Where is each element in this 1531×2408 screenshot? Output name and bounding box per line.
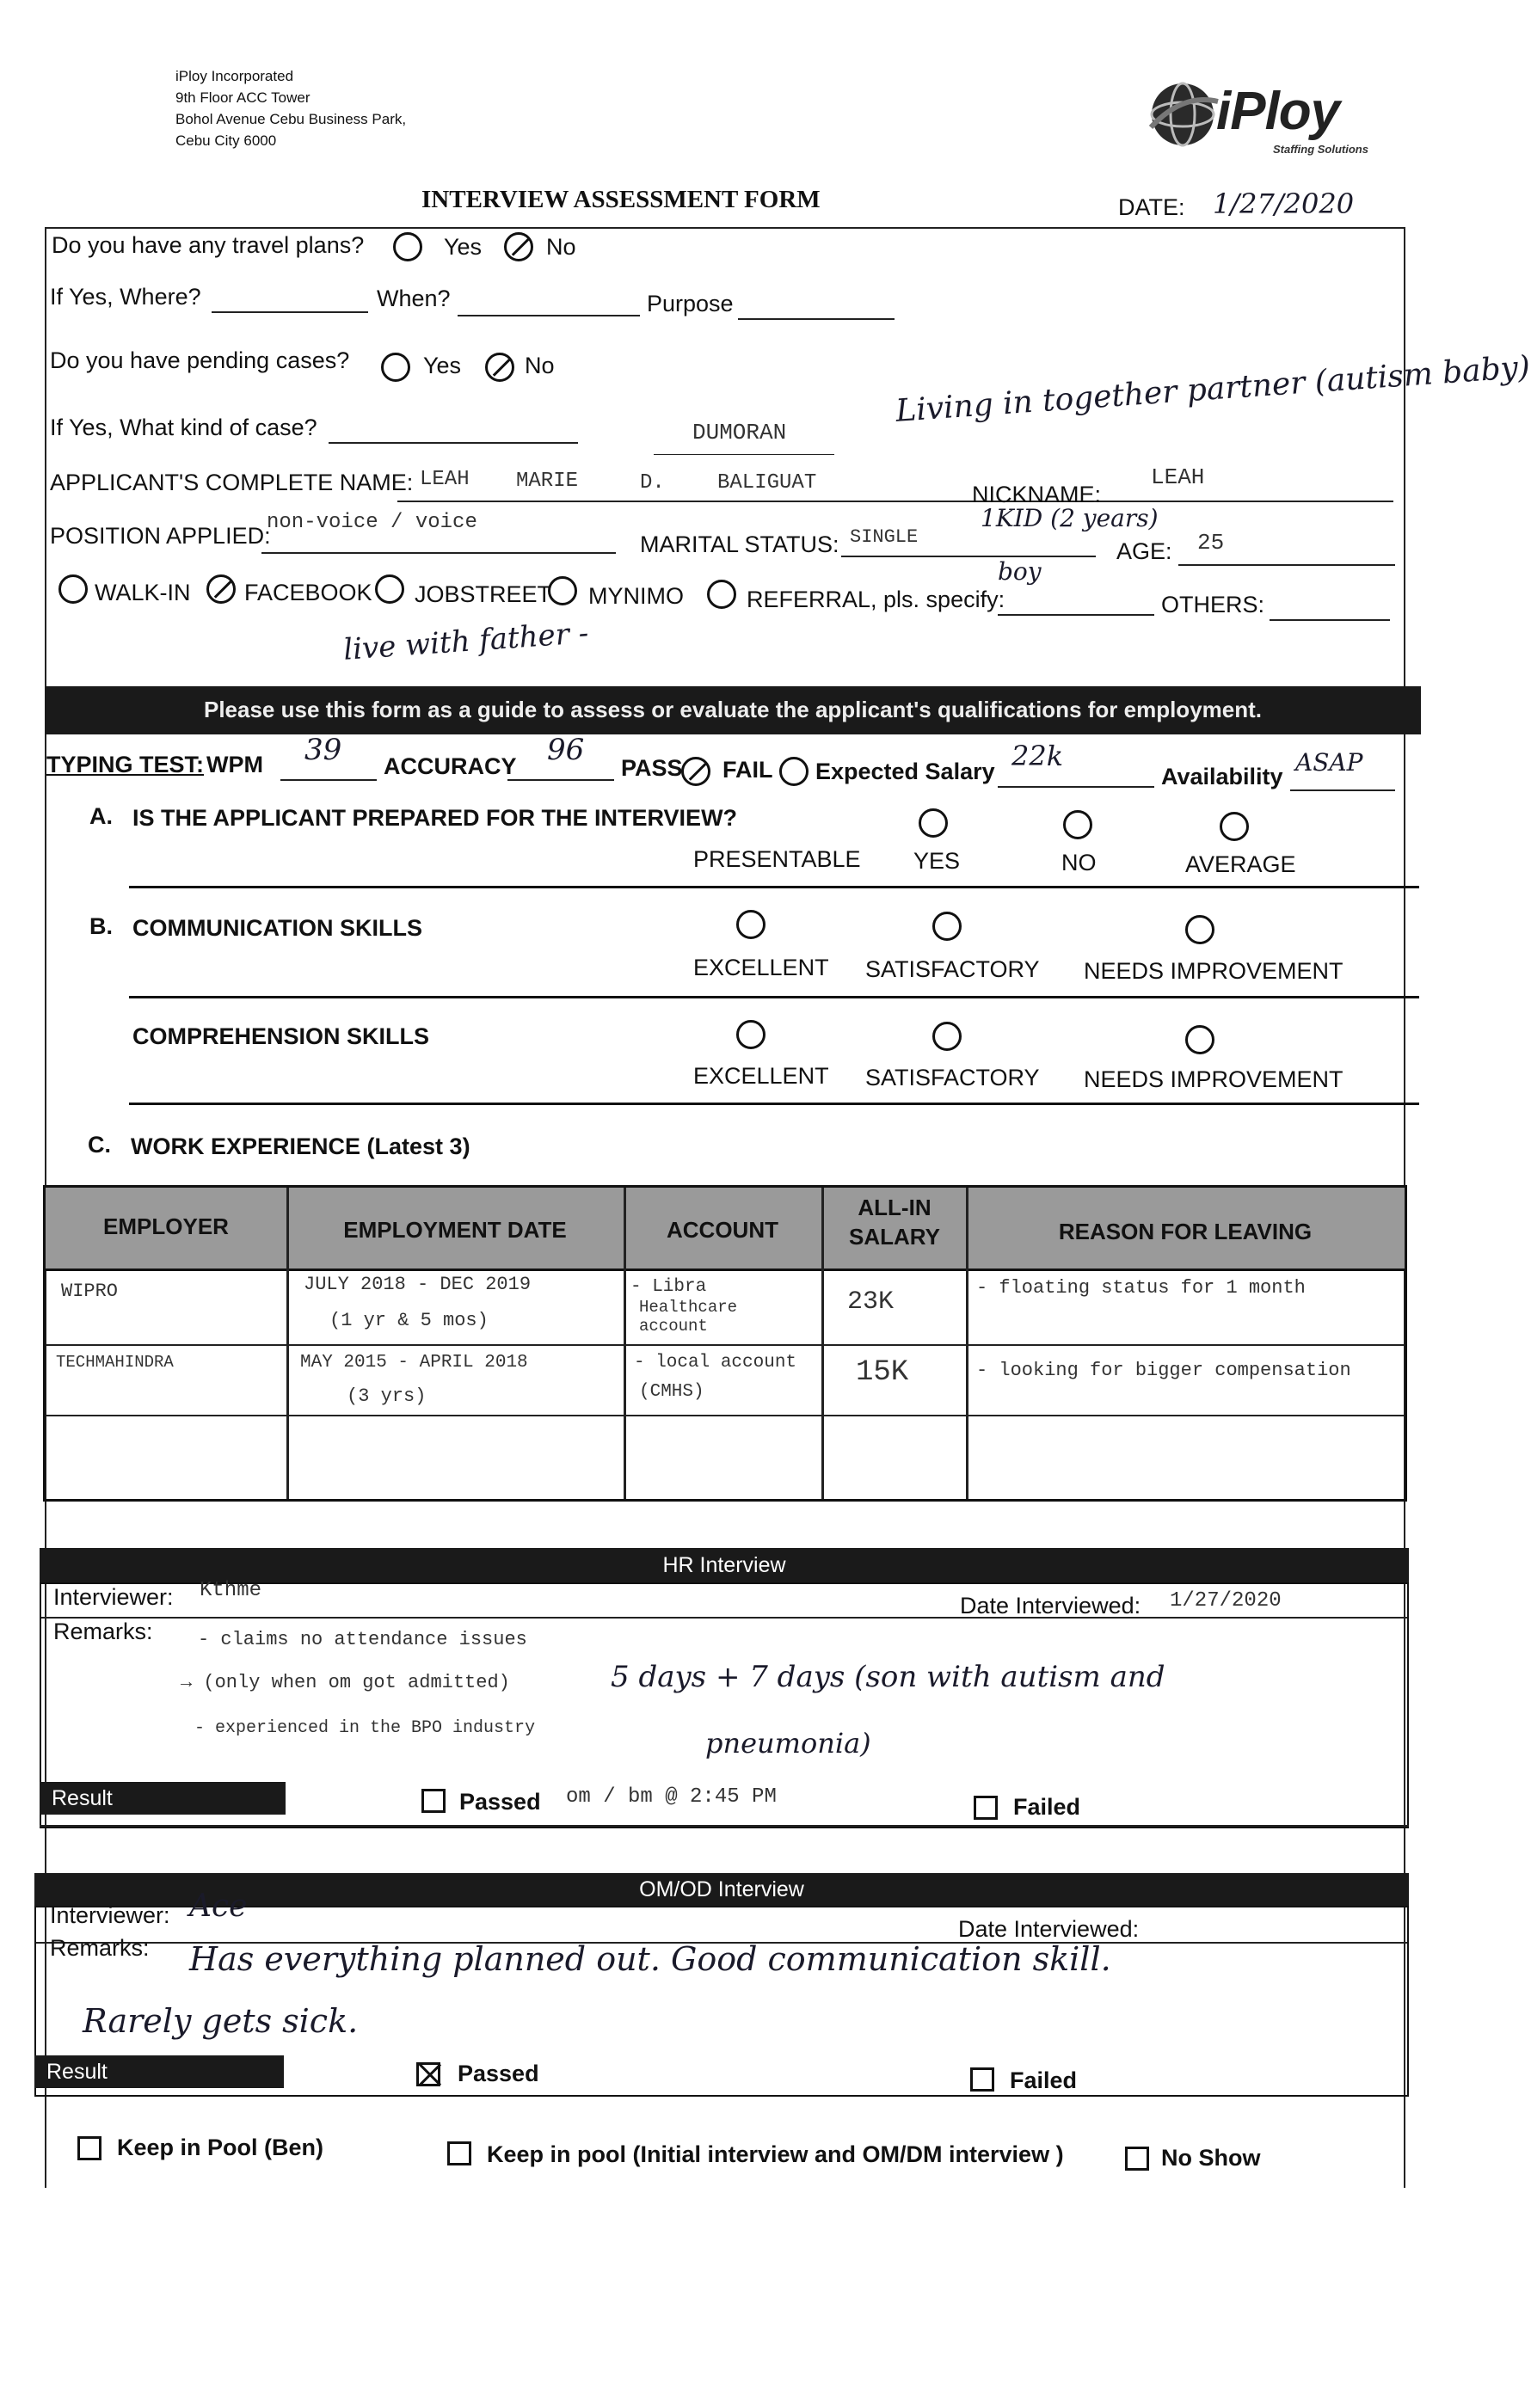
row1-account-2: Healthcare account [639, 1298, 738, 1336]
hr-interview-title: HR Interview [662, 1553, 786, 1577]
row-divider-1 [46, 1344, 1405, 1346]
compr-excellent-radio[interactable] [736, 1020, 766, 1049]
keep-in-pool-initial-checkbox[interactable] [447, 2141, 471, 2165]
source-jobstreet-radio[interactable] [375, 574, 404, 604]
hr-interviewer-divider [41, 1617, 1407, 1619]
marital-label: MARITAL STATUS: [640, 531, 839, 557]
hr-result-label: Result [52, 1786, 113, 1810]
section-a-letter: A. [89, 803, 113, 829]
source-mynimo-radio[interactable] [548, 576, 577, 605]
hr-interviewer-value: Kthme [200, 1579, 262, 1602]
hr-passed-checkbox[interactable] [421, 1789, 446, 1813]
om-remarks-label: Remarks: [50, 1935, 150, 1961]
row1-reason: - floating status for 1 month [976, 1277, 1306, 1299]
frame-top [45, 227, 1404, 229]
fail-radio[interactable] [779, 757, 809, 786]
hr-passed-label: Passed [459, 1789, 541, 1815]
section-a-yes-radio[interactable] [919, 808, 948, 838]
no-show-label: No Show [1161, 2145, 1261, 2171]
travel-where-line[interactable] [212, 311, 368, 313]
hr-result-label-box [40, 1782, 286, 1815]
company-name: iPloy Incorporated [175, 68, 294, 84]
header-account: ACCOUNT [667, 1217, 778, 1243]
applicant-middle-name: MARIE [516, 470, 579, 493]
cases-kind-line[interactable] [329, 442, 578, 444]
position-value: non-voice / voice [267, 511, 477, 534]
source-hand-note: live with father - [342, 616, 590, 667]
om-remark-2: Rarely gets sick. [83, 2002, 359, 2040]
logo-subtext: Staffing Solutions [1273, 143, 1368, 156]
applicant-first-name: LEAH [420, 468, 470, 491]
expected-salary-value: 22k [1011, 740, 1064, 772]
comm-option-needs-improvement: NEEDS IMPROVEMENT [1084, 958, 1343, 984]
cases-no-radio[interactable] [485, 353, 514, 382]
comm-option-satisfactory: SATISFACTORY [865, 956, 1040, 982]
compr-option-excellent: EXCELLENT [693, 1063, 829, 1089]
hr-remarks-label: Remarks: [53, 1619, 153, 1644]
work-experience-table [43, 1185, 1407, 1502]
om-interviewer-label: Interviewer: [50, 1902, 170, 1928]
applicant-middle-initial: D. [640, 471, 665, 494]
accuracy-line[interactable] [507, 779, 614, 781]
comprehension-title: COMPREHENSION SKILLS [132, 1023, 430, 1049]
source-others-line[interactable] [1270, 619, 1390, 621]
om-interviewer-value: Ace [189, 1889, 248, 1924]
applicant-last-name: BALIGUAT [717, 471, 817, 494]
row1-salary: 23K [847, 1287, 895, 1317]
hr-remark-5: pneumonia) [705, 1727, 871, 1760]
travel-when-line[interactable] [458, 315, 640, 316]
cases-yes-label: Yes [423, 353, 462, 378]
hr-failed-checkbox[interactable] [974, 1796, 998, 1820]
om-result-label-box [34, 2055, 284, 2088]
fail-label: FAIL [722, 757, 773, 783]
hr-remark-1: - claims no attendance issues [198, 1629, 527, 1650]
comm-needs-improvement-radio[interactable] [1185, 915, 1214, 944]
form-title: INTERVIEW ASSESSMENT FORM [421, 186, 821, 213]
cases-no-label: No [525, 353, 555, 378]
travel-purpose-label: Purpose [647, 291, 734, 316]
row2-date: MAY 2015 - APRIL 2018 [300, 1353, 528, 1373]
travel-purpose-line[interactable] [738, 318, 895, 320]
row1-employer: WIPRO [61, 1281, 119, 1302]
availability-label: Availability [1161, 764, 1283, 789]
source-referral-label: REFERRAL, pls. specify: [747, 587, 1005, 612]
om-remark-1: Has everything planned out. Good communication skill. [189, 1940, 1111, 1978]
applicant-name-label: APPLICANT'S COMPLETE NAME: [50, 470, 414, 495]
expected-salary-line[interactable] [998, 786, 1154, 788]
row2-reason: - looking for bigger compensation [976, 1360, 1351, 1381]
section-a-option-no: NO [1061, 850, 1097, 875]
source-walkin-label: WALK-IN [95, 580, 191, 605]
source-referral-line[interactable] [998, 614, 1154, 616]
section-a-option-average: AVERAGE [1185, 851, 1296, 877]
row1-date-2: (1 yr & 5 mos) [329, 1310, 489, 1331]
hr-date-label: Date Interviewed: [960, 1593, 1141, 1619]
hr-interview-header [40, 1548, 1409, 1582]
availability-line[interactable] [1290, 789, 1395, 791]
section-b-underline [129, 996, 1419, 998]
source-others-label: OTHERS: [1161, 592, 1265, 617]
travel-where-label: If Yes, Where? [50, 284, 201, 310]
om-failed-label: Failed [1010, 2067, 1078, 2093]
compr-option-needs-improvement: NEEDS IMPROVEMENT [1084, 1066, 1343, 1092]
row2-account: - local account [634, 1353, 797, 1373]
keep-in-pool-ben-checkbox[interactable] [77, 2136, 101, 2160]
age-line[interactable] [1178, 564, 1395, 566]
wpm-value: 39 [304, 733, 342, 767]
section-b2-underline [129, 1103, 1419, 1105]
section-b-letter: B. [89, 913, 113, 939]
globe-icon [1144, 76, 1221, 153]
section-a-no-radio[interactable] [1063, 810, 1092, 839]
row-divider-2 [46, 1415, 1405, 1416]
cases-yes-radio[interactable] [381, 353, 410, 382]
logo-text: iPloy [1216, 82, 1340, 141]
row2-salary: 15K [856, 1356, 909, 1389]
marital-value: SINGLE [850, 526, 919, 548]
date-label: DATE: [1118, 194, 1185, 220]
nickname-value: LEAH [1151, 464, 1205, 490]
company-address [175, 65, 406, 151]
nickname-label: NICKNAME: [972, 482, 1102, 507]
source-walkin-radio[interactable] [58, 574, 88, 604]
age-value: 25 [1197, 530, 1225, 556]
om-result-label: Result [46, 2060, 108, 2084]
row1-date: JULY 2018 - DEC 2019 [304, 1274, 532, 1295]
section-a-presentable-label: PRESENTABLE [693, 846, 861, 872]
kids-note-2: boy [998, 557, 1042, 586]
row2-employer: TECHMAHINDRA [56, 1353, 174, 1372]
om-failed-checkbox[interactable] [970, 2067, 994, 2092]
travel-yes-label: Yes [444, 234, 483, 260]
row2-date-2: (3 yrs) [347, 1385, 427, 1407]
wpm-label: WPM [206, 752, 263, 777]
section-b-title: COMMUNICATION SKILLS [132, 915, 422, 941]
travel-when-label: When? [377, 286, 451, 311]
col-divider-3 [821, 1188, 824, 1499]
comm-option-excellent: EXCELLENT [693, 955, 829, 980]
travel-yes-radio[interactable] [393, 232, 422, 261]
cases-kind-label: If Yes, What kind of case? [50, 415, 317, 440]
wpm-line[interactable] [280, 779, 377, 781]
hr-remark-4: 5 days + 7 days (son with autism and [611, 1660, 1165, 1694]
om-interview-title: OM/OD Interview [639, 1877, 804, 1901]
company-address-line3: Cebu City 6000 [175, 132, 277, 149]
position-line[interactable] [261, 552, 616, 554]
om-passed-label: Passed [458, 2061, 539, 2086]
header-reason: REASON FOR LEAVING [1058, 1219, 1313, 1244]
compr-needs-improvement-radio[interactable] [1185, 1025, 1214, 1054]
om-passed-checkbox[interactable] [416, 2062, 440, 2086]
cases-question: Do you have pending cases? [50, 347, 350, 373]
typing-test-label: TYPING TEST: [46, 752, 205, 777]
instructions-banner [45, 686, 1421, 734]
row1-account: - Libra [630, 1277, 707, 1297]
kids-note: 1KID (2 years) [981, 504, 1159, 532]
applicant-name-line[interactable] [397, 501, 1393, 502]
section-a-average-radio[interactable] [1220, 812, 1249, 841]
pass-radio[interactable] [681, 757, 710, 786]
cases-note-hand: Living in together partner (autism baby) [895, 349, 1531, 429]
source-referral-radio[interactable] [707, 580, 736, 609]
expected-salary-label: Expected Salary [815, 759, 995, 784]
section-a-option-yes: YES [913, 848, 961, 874]
travel-no-label: No [546, 234, 576, 260]
hr-remark-3: - experienced in the BPO industry [194, 1718, 536, 1738]
hr-interviewer-label: Interviewer: [53, 1584, 174, 1610]
availability-value: ASAP [1295, 748, 1363, 777]
section-c-title: WORK EXPERIENCE (Latest 3) [131, 1133, 470, 1159]
source-mynimo-label: MYNIMO [588, 583, 684, 609]
hr-passed-note: om / bm @ 2:45 PM [566, 1785, 777, 1809]
header-salary: ALL-IN SALARY [849, 1195, 940, 1250]
instructions-banner-text: Please use this form as a guide to assess or evaluate the applicant's qualifications for employment. [203, 697, 1262, 722]
date-value: 1/27/2020 [1213, 187, 1355, 220]
position-label: POSITION APPLIED: [50, 523, 271, 549]
hr-bottom-line [40, 1825, 1409, 1827]
source-jobstreet-label: JOBSTREET [415, 581, 552, 607]
section-c-letter: C. [88, 1132, 111, 1158]
comm-excellent-radio[interactable] [736, 910, 766, 939]
hr-date-value: 1/27/2020 [1170, 1589, 1282, 1612]
section-a-title: IS THE APPLICANT PREPARED FOR THE INTERVIEW? [132, 805, 738, 831]
hr-remark-2: → (only when om got admitted) [181, 1672, 510, 1693]
comm-satisfactory-radio[interactable] [932, 912, 962, 941]
keep-in-pool-initial-label: Keep in pool (Initial interview and OM/DM interview ) [487, 2141, 1064, 2167]
header-employment-date: EMPLOYMENT DATE [343, 1217, 567, 1243]
row2-account-2: (CMHS) [639, 1382, 704, 1402]
keep-in-pool-ben-label: Keep in Pool (Ben) [117, 2135, 324, 2160]
accuracy-value: 96 [547, 733, 585, 767]
travel-question: Do you have any travel plans? [52, 232, 365, 258]
pass-label: PASS [621, 755, 683, 781]
travel-no-radio[interactable] [504, 232, 533, 261]
no-show-checkbox[interactable] [1125, 2147, 1149, 2171]
company-address-line2: Bohol Avenue Cebu Business Park, [175, 111, 407, 127]
compr-satisfactory-radio[interactable] [932, 1022, 962, 1051]
company-address-line1: 9th Floor ACC Tower [175, 89, 311, 106]
header-employer: EMPLOYER [103, 1213, 229, 1239]
om-date-label: Date Interviewed: [958, 1916, 1140, 1942]
section-a-underline [129, 886, 1419, 888]
cases-note-top: DUMORAN [692, 420, 787, 445]
marital-line[interactable] [841, 556, 1096, 557]
cases-note-top-underline [654, 454, 834, 455]
compr-option-satisfactory: SATISFACTORY [865, 1065, 1040, 1090]
source-facebook-radio[interactable] [206, 574, 236, 604]
source-facebook-label: FACEBOOK [244, 580, 372, 605]
company-logo [1144, 76, 1376, 162]
accuracy-label: ACCURACY [384, 753, 517, 779]
hr-failed-label: Failed [1013, 1794, 1081, 1820]
age-label: AGE: [1116, 538, 1172, 564]
